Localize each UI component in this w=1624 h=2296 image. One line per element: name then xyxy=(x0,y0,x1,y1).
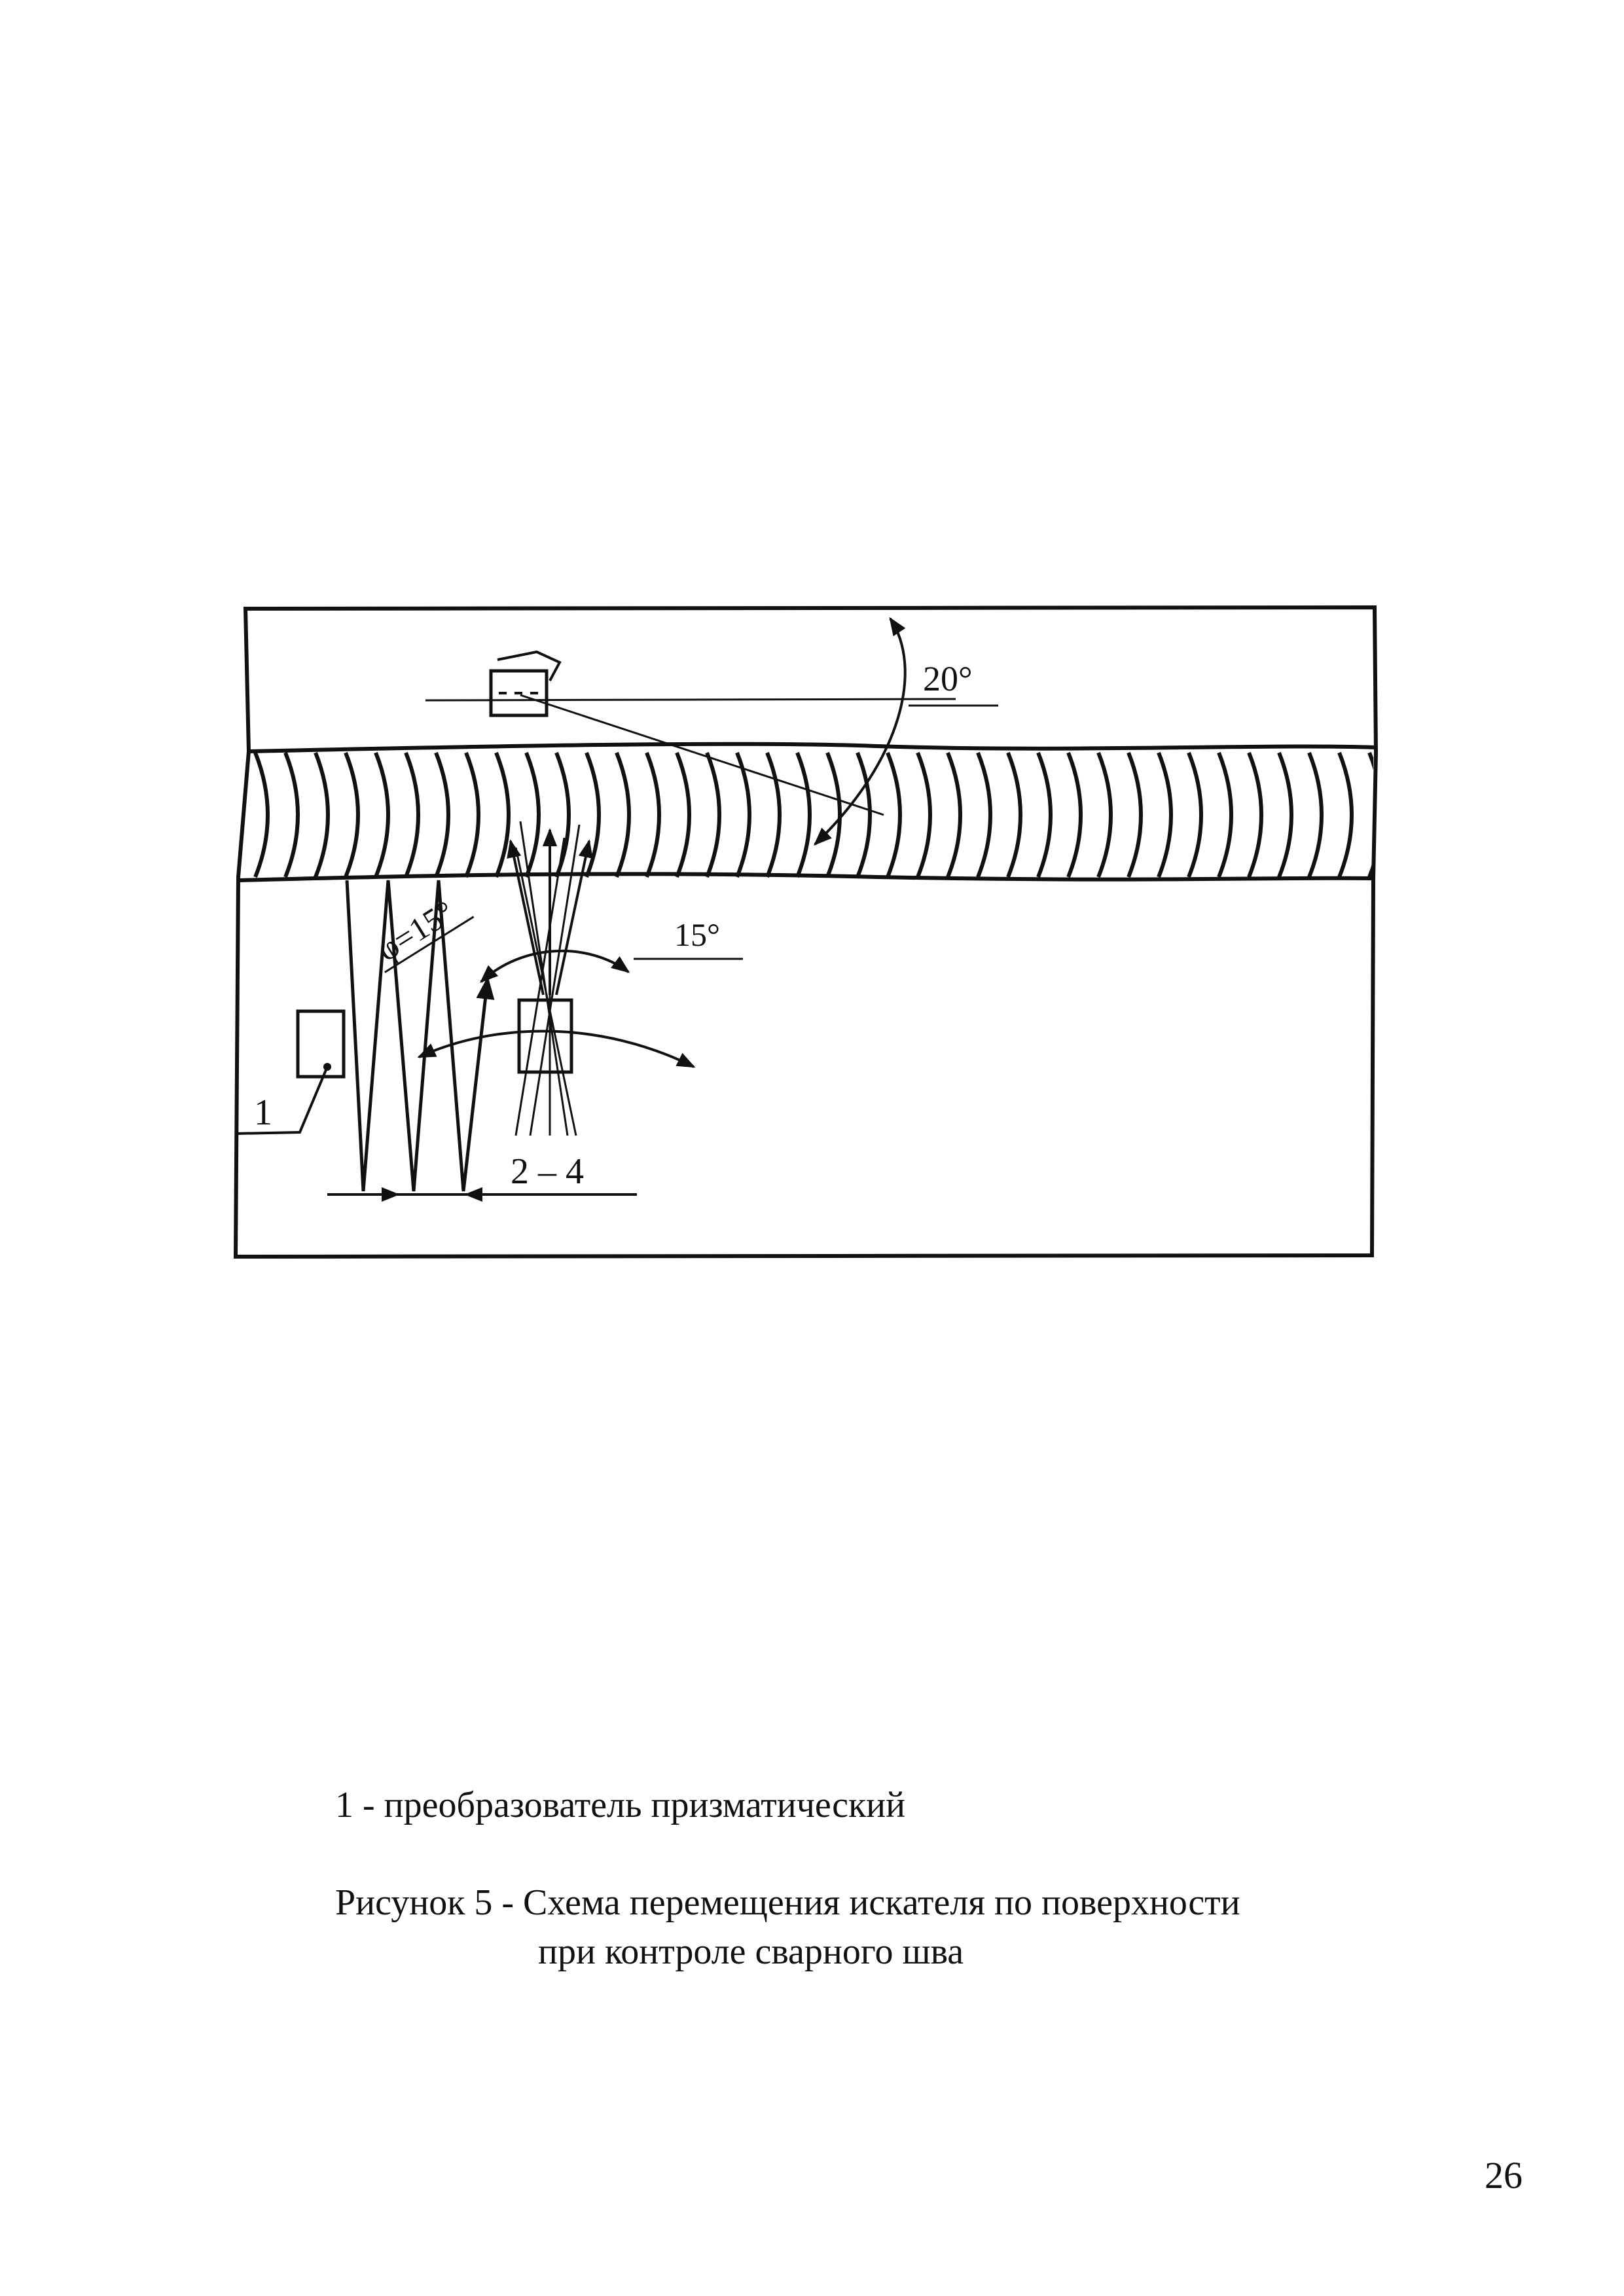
weld-ripple-arc xyxy=(406,753,418,877)
weld-ripple-arc xyxy=(1219,753,1231,877)
weld-ripple-arc xyxy=(647,753,659,877)
caption-line-1: Рисунок 5 - Схема перемещения искателя по поверхности xyxy=(335,1882,1240,1923)
weld-ripple-arc xyxy=(1309,753,1322,877)
weld-ripple-arc xyxy=(346,753,358,877)
weld-ripple-arc xyxy=(1128,753,1141,877)
weld-ripple-arc xyxy=(556,753,569,877)
weld-ripple-arc xyxy=(617,753,629,877)
step-label: 2 – 4 xyxy=(511,1151,584,1192)
weld-ripple-arc xyxy=(707,753,719,877)
angle-phi-label: φ=15° xyxy=(370,893,461,969)
weld-top-edge xyxy=(249,744,1376,751)
weld-ripple-pattern xyxy=(255,753,1382,877)
angle-20-label: 20° xyxy=(923,659,973,698)
weld-ripple-arc xyxy=(677,753,689,877)
rotating-beam-lines xyxy=(516,821,579,1136)
weld-ripple-arc xyxy=(526,753,539,877)
probe-top-tilt-mark xyxy=(497,652,560,681)
weld-ripple-arc xyxy=(767,753,780,877)
weld-ripple-arc xyxy=(978,753,990,877)
weld-ripple-arc xyxy=(918,753,930,877)
weld-ripple-arc xyxy=(376,753,388,877)
weld-ripple-arc xyxy=(948,753,960,877)
weld-ripple-arc xyxy=(1279,753,1291,877)
weld-ripple-arc xyxy=(827,753,840,877)
figure-caption xyxy=(335,1878,1240,1977)
probe-top-axis xyxy=(425,699,956,700)
caption-line-2: при контроле сварного шва xyxy=(538,1931,964,1972)
angle-20-arc xyxy=(815,619,905,844)
weld-ripple-arc xyxy=(466,753,478,877)
weld-ripple-arc xyxy=(586,753,599,877)
weld-ripple-arc xyxy=(857,753,870,877)
page-number: 26 xyxy=(1485,2154,1523,2197)
diagram-canvas xyxy=(223,589,1388,1270)
probe-1 xyxy=(298,1011,344,1077)
weld-ripple-arc xyxy=(255,753,268,877)
weld-ripple-arc xyxy=(496,753,509,877)
figure-legend: 1 - преобразователь призматический xyxy=(335,1785,906,1825)
weld-ripple-arc xyxy=(1008,753,1020,877)
weld-ripple-arc xyxy=(797,753,810,877)
weld-ripple-arc xyxy=(1098,753,1111,877)
weld-scan-diagram xyxy=(223,589,1388,1270)
weld-ripple-arc xyxy=(285,753,298,877)
weld-ripple-arc xyxy=(888,753,900,877)
weld-ripple-arc xyxy=(1159,753,1171,877)
weld-ripple-arc xyxy=(1339,753,1352,877)
weld-ripple-arc xyxy=(1068,753,1081,877)
weld-ripple-arc xyxy=(316,753,328,877)
angle-15-right-label: 15° xyxy=(674,916,720,953)
weld-ripple-arc xyxy=(436,753,448,877)
callout-number: 1 xyxy=(254,1092,272,1133)
weld-ripple-arc xyxy=(1038,753,1051,877)
weld-ripple-arc xyxy=(1189,753,1201,877)
weld-ripple-arc xyxy=(737,753,749,877)
weld-ripple-arc xyxy=(1249,753,1261,877)
